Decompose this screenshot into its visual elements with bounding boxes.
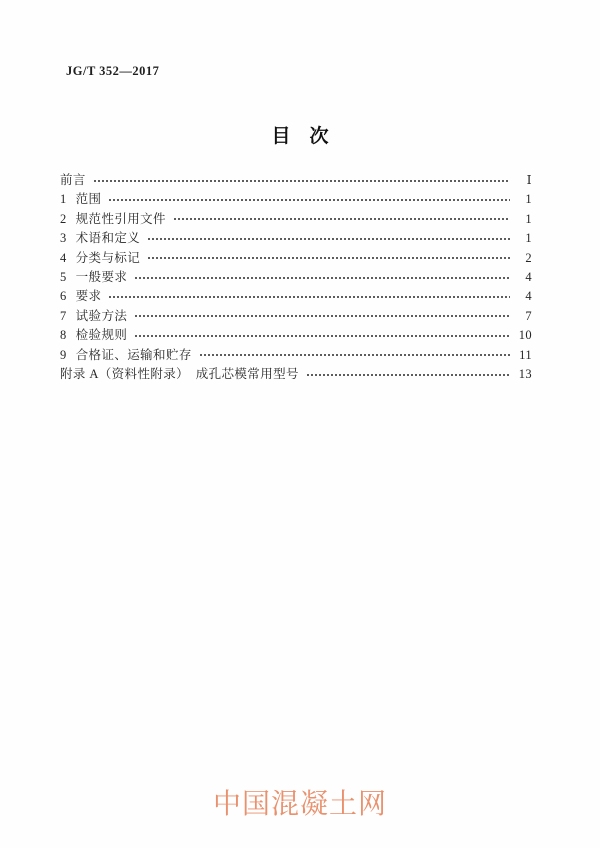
toc-entry [60,345,532,364]
toc-entry-label: 术语和定义 [75,231,141,246]
toc-entry-number: 1 [60,192,67,207]
toc-entry-number: 3 [60,231,67,246]
toc-entry-number: 9 [60,347,67,362]
dot-leader [147,256,510,260]
toc-entry-label: 试验方法 [75,308,128,323]
dot-leader [147,237,510,241]
toc-entry-label: 要求 [75,289,102,304]
toc-entry-page: 4 [525,269,532,284]
toc-entry-label: 合格证、运输和贮存 [75,347,192,362]
toc-entry-number: 4 [60,250,67,265]
toc-entry-number: 8 [60,328,67,343]
toc-entry [60,170,532,189]
dot-leader [134,314,510,318]
toc-entry-page: 1 [525,231,532,246]
toc-entry-number: 7 [60,308,67,323]
dot-leader [134,334,510,338]
dot-leader [199,353,510,357]
dot-leader [134,276,510,280]
toc-entry-page: Ⅰ [526,173,532,187]
toc-entry-label: 分类与标记 [75,250,141,265]
toc-entry [60,286,532,305]
toc-entry-page: 7 [525,308,532,323]
toc-entry [60,364,532,383]
toc-entry [60,209,532,228]
toc-entry-label: 前言 [60,173,86,187]
standard-number: JG/T 352—2017 [66,64,160,78]
dot-leader [173,217,510,221]
toc-entry-page: 4 [525,289,532,304]
toc-entry-page: 10 [518,328,532,343]
toc-entry-number: 2 [60,211,67,226]
toc-entry-number: 6 [60,289,67,304]
table-of-contents [60,170,532,383]
dot-leader [108,198,510,202]
dot-leader [108,295,510,299]
toc-entry-label: 一般要求 [75,269,128,284]
toc-entry [60,228,532,247]
toc-entry [60,248,532,267]
toc-entry-page: 11 [519,347,532,362]
toc-entry [60,267,532,286]
toc-entry-label: 附录 A（资料性附录） 成孔芯模常用型号 [60,366,299,381]
toc-entry-label: 范围 [75,192,102,207]
toc-entry-page: 2 [525,250,532,265]
toc-entry [60,325,532,344]
toc-entry [60,189,532,208]
toc-entry-label: 规范性引用文件 [75,211,166,226]
dot-leader [93,179,510,183]
page-title: 目 次 [271,126,329,147]
toc-entry-page: 13 [518,366,532,381]
toc-entry-page: 1 [525,192,532,207]
toc-entry [60,306,532,325]
toc-entry-label: 检验规则 [75,328,128,343]
dot-leader [306,373,510,377]
toc-entry-number: 5 [60,269,67,284]
toc-entry-page: 1 [525,211,532,226]
watermark-text: 中国混凝土网 [212,788,387,819]
